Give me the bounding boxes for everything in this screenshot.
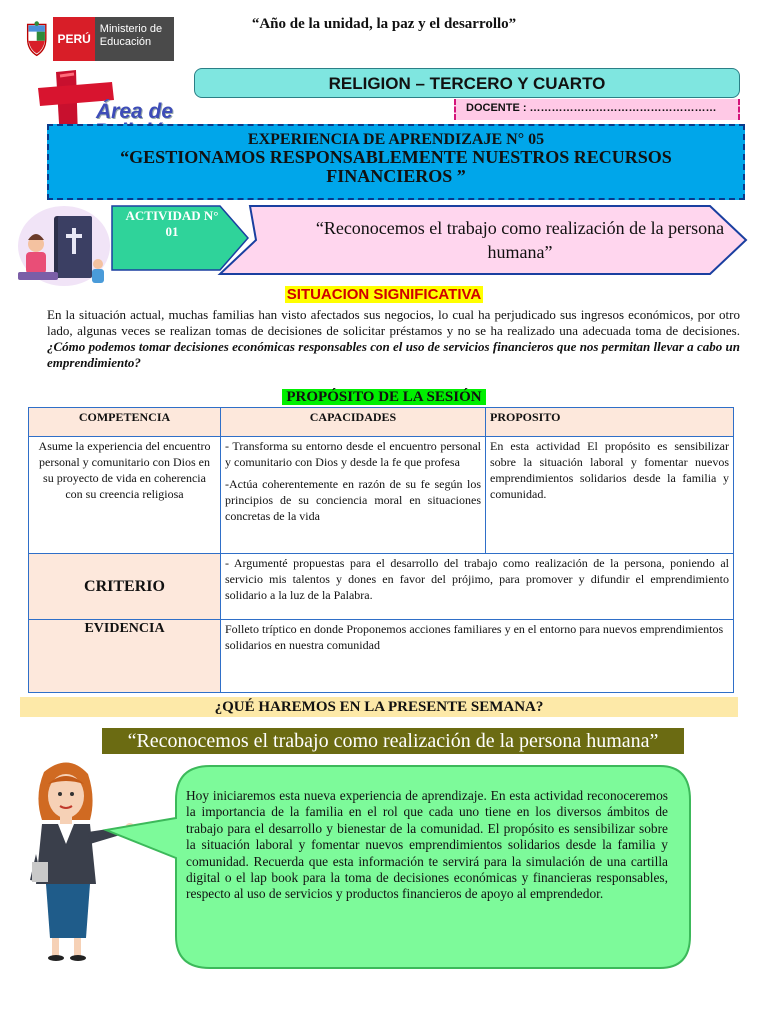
experience-box — [47, 124, 745, 200]
situation-paragraph: En la situación actual, muchas familias han visto afectados sus negocios, lo cual ha perjudicado sus ingresos económicos, por otro lado, algunas veces se realizan tomas de decisiones de solicitar préstamos y no se ha realizado una adecuada toma de decisiones. — [47, 307, 740, 338]
proposito-cell: En esta actividad El propósito es sensibilizar sobre la situación laboral y fomentar nuevos emprendimientos solidarios desde la familia y comunidad. — [486, 437, 734, 554]
purpose-title — [0, 388, 768, 406]
criterio-label: CRITERIO — [29, 554, 221, 620]
criterio-cell: - Argumenté propuestas para el desarrollo del trabajo como realización de la persona, poniendo al servicio mis talentos y dones en favor del prójimo, para promover y difundir el emprendimiento solidario a la luz de la Palabra. — [221, 554, 734, 620]
week-banner: “Reconocemos el trabajo como realización de la persona humana” — [102, 728, 684, 754]
table-row — [29, 554, 734, 620]
bubble-text: Hoy iniciaremos esta nueva experiencia de aprendizaje. En esta actividad reconoceremos la importancia de la familia en el rol que cada uno tiene en los diversos ámbitos de trabajo para el desarrollo y bienestar de la comunidad. El propósito es sensibilizar sobre la situación laboral y fomentar nuevos emprendimientos solidarios desde la familia y comunidad. Recuerda que esta información te servirá para la simulación de una cartilla digital o el lap book para la toma de decisiones económicas y financieras responsables, respecto al uso de servicios y productos financieros de apoyo al emprendedor. — [186, 788, 668, 902]
competencia-cell: Asume la experiencia del encuentro personal y comunitario con Dios en su proyecto de vida en coherencia con su creencia religiosa — [29, 437, 221, 554]
docente-field: DOCENTE : …………………………………………… — [454, 99, 740, 120]
evidencia-cell: Folleto tríptico en donde Proponemos acciones familiares y en el entorno para nuevos emprendimientos solidarios en nuestra comunidad — [221, 620, 734, 693]
situation-text — [47, 307, 740, 371]
purpose-table-header — [29, 408, 734, 437]
header-proposito: PROPOSITO — [486, 408, 734, 437]
peru-shield-icon — [24, 19, 49, 59]
activity-title: “Reconocemos el trabajo como realización de la persona humana” — [315, 218, 725, 262]
header-capacidades: CAPACIDADES — [221, 408, 486, 437]
evidencia-label: EVIDENCIA — [29, 620, 221, 693]
experience-title: “GESTIONAMOS RESPONSABLEMENTE NUESTROS RECURSOS FINANCIEROS ” — [120, 147, 672, 186]
week-title: ¿QUÉ HAREMOS EN LA PRESENTE SEMANA? — [20, 697, 738, 717]
capacidad-1: - Transforma su entorno desde el encuentro personal y comunitario con Dios y desde la fe que profesa — [225, 439, 481, 469]
situation-title — [0, 286, 768, 304]
capacidad-2: -Actúa coherentemente en razón de su fe según los principios de su conciencia moral en situaciones concretas de la vida — [225, 477, 481, 523]
activity-label: ACTIVIDAD N° 01 — [125, 208, 219, 239]
table-row — [29, 437, 734, 554]
situation-title-text: SITUACION SIGNIFICATIVA — [286, 286, 482, 303]
motto: “Año de la unidad, la paz y el desarrollo” — [251, 16, 517, 32]
logo-ministry: Ministerio de Educación — [95, 17, 174, 61]
table-row — [29, 620, 734, 693]
logo-country: PERÚ — [53, 17, 94, 61]
header-competencia: COMPETENCIA — [29, 408, 221, 437]
ministry-logo — [24, 16, 174, 62]
purpose-table — [28, 407, 734, 693]
capacidades-cell — [221, 437, 486, 554]
course-title: RELIGION – TERCERO Y CUARTO — [194, 68, 740, 98]
purpose-title-text: PROPÓSITO DE LA SESIÓN — [282, 389, 485, 405]
area-logo-line1: Área de — [96, 100, 174, 123]
situation-question: ¿Cómo podemos tomar decisiones económicas responsables con el uso de servicios financieros que nos permitan llevar a cabo un emprendimiento? — [47, 339, 740, 370]
bible-reading-illustration — [14, 204, 110, 288]
experience-number: EXPERIENCIA DE APRENDIZAJE N° 05 — [247, 131, 545, 148]
